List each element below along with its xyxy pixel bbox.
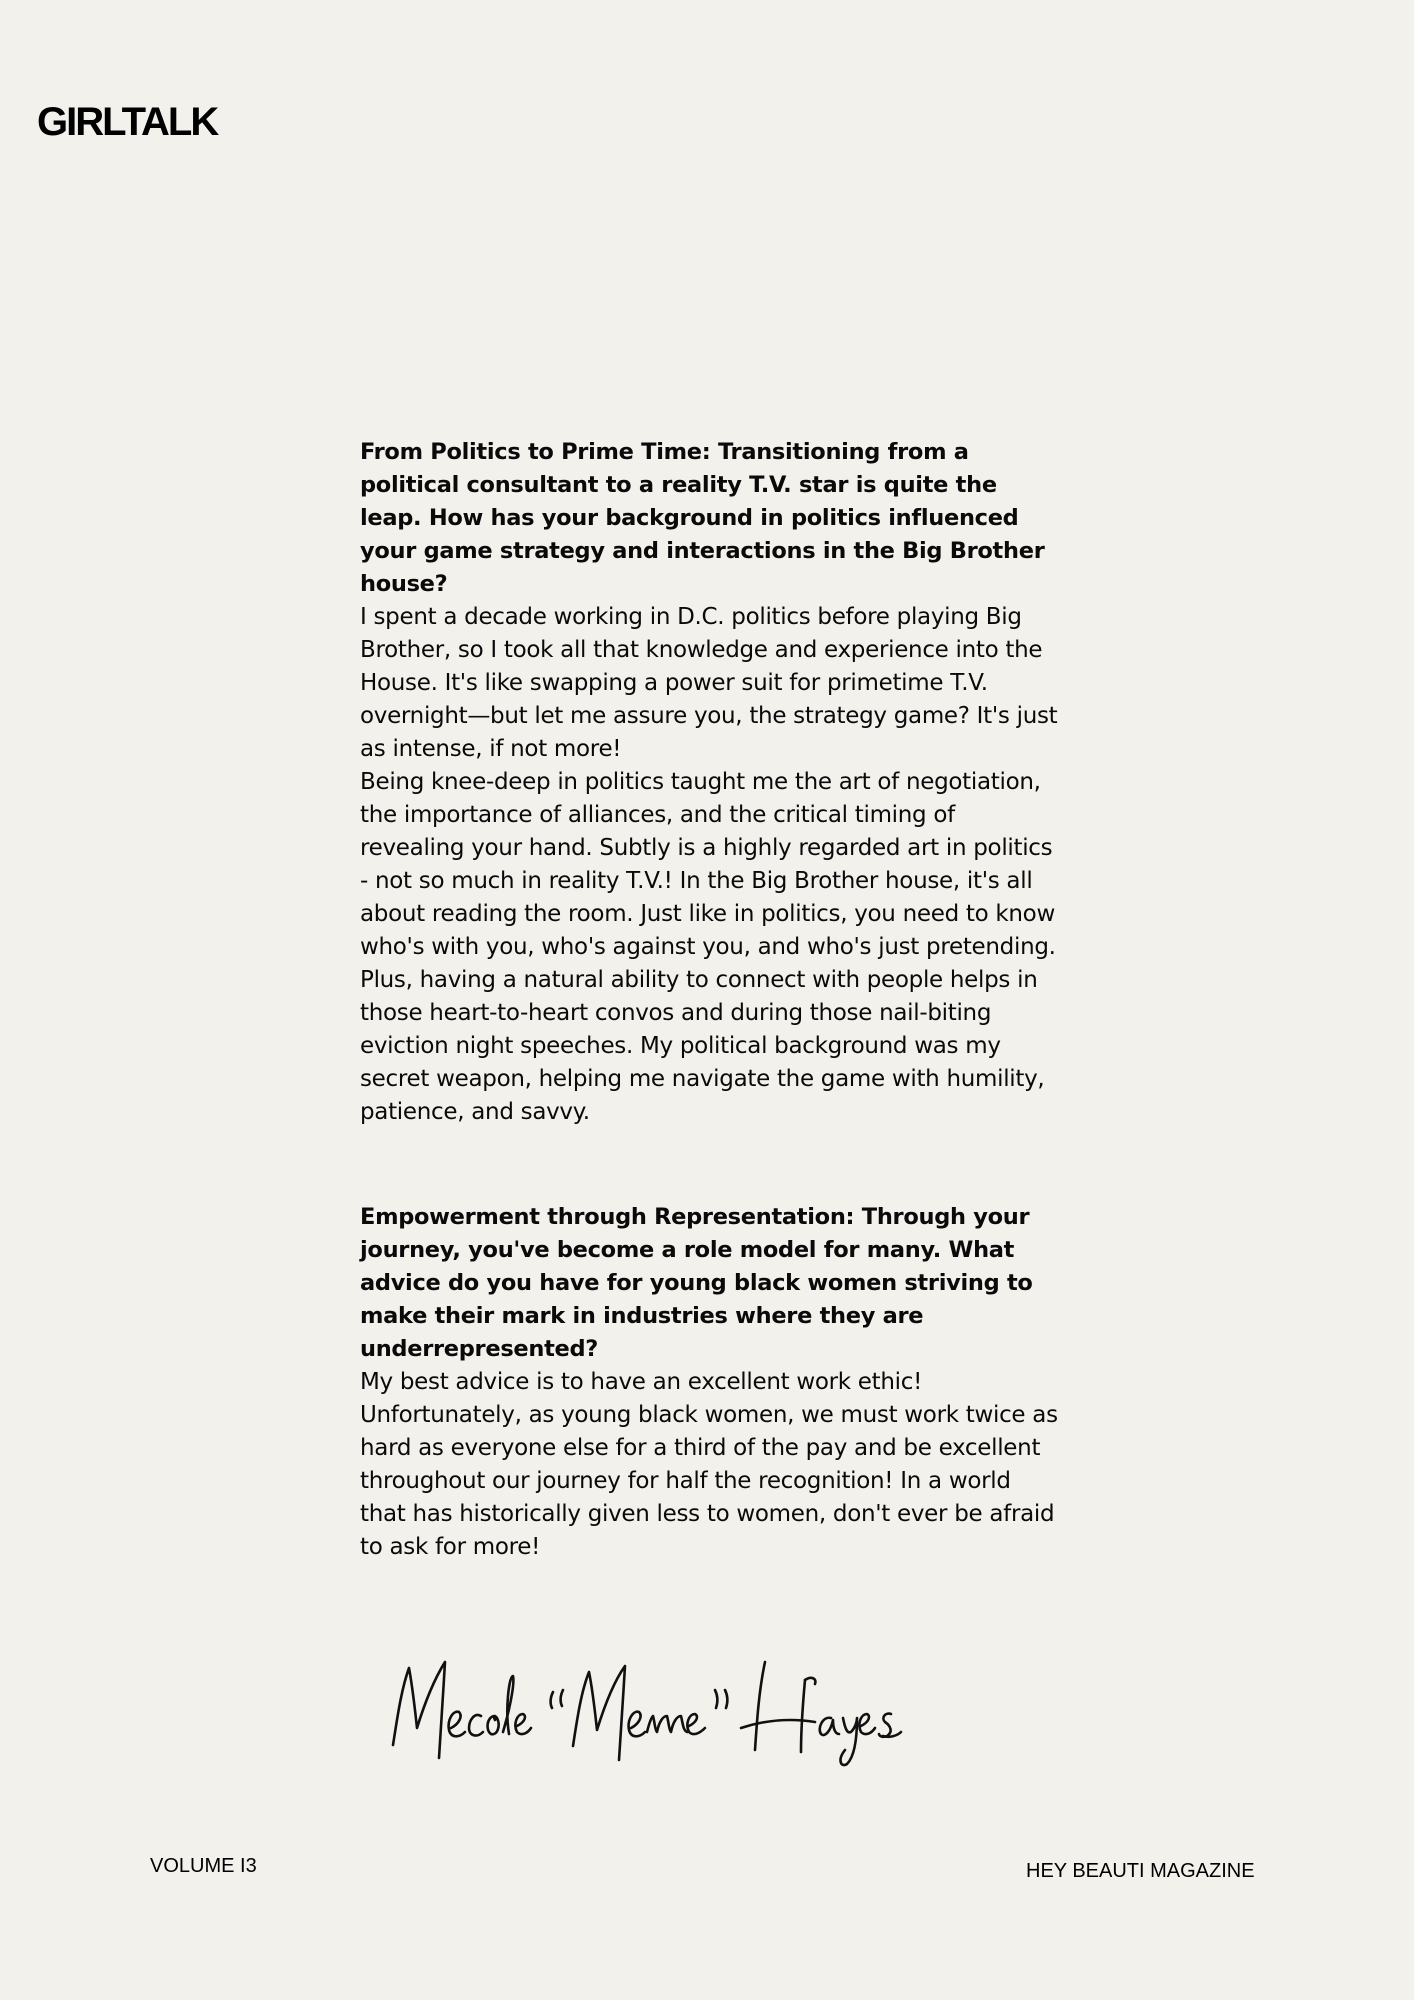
interview-question-1: From Politics to Prime Time: Transitioning from a political consultant to a reality T.V. star is quite the leap. How has your background in politics influenced your game strategy and interactions in the Big Brother house? (360, 439, 1045, 597)
interview-question-2: Empowerment through Representation: Through your journey, you've become a role model for many. What advice do you have for young black women striving to make their mark in industries where they are underrepresented? (360, 1204, 1033, 1362)
footer-volume: VOLUME I3 (150, 1855, 257, 1877)
interview-answer-2-paragraph-1: My best advice is to have an excellent work ethic! Unfortunately, as young black women, we must work twice as hard as everyone else for a third of the pay and be excellent throughout our journey for half the recognition! In a world that has historically given less to women, don't ever be afraid to ask for more! (360, 1369, 1058, 1560)
section-label: GIRLTALK (37, 100, 218, 144)
interview-block-1 (360, 436, 1060, 1129)
interview-answer-1-paragraph-2: Being knee-deep in politics taught me the art of negotiation, the importance of alliances, and the critical timing of revealing your hand. Subtly is a highly regarded art in politics - not so much in reality T.V.! In the Big Brother house, it's all about reading the room. Just like in politics, you need to know who's with you, who's against you, and who's just pretending. Plus, having a natural ability to connect with people helps in those heart-to-heart convos and during those nail-biting eviction night speeches. My political background was my secret weapon, helping me navigate the game with humility, patience, and savvy. (360, 769, 1056, 1125)
interview-answer-1-paragraph-1: I spent a decade working in D.C. politics before playing Big Brother, so I took all that knowledge and experience into the House. It's like swapping a power suit for primetime T.V. overnight—but let me assure you, the strategy game? It's just as intense, if not more! (360, 604, 1058, 762)
footer-magazine-name: HEY BEAUTI MAGAZINE (1026, 1860, 1255, 1882)
interview-block-2 (360, 1201, 1060, 1564)
handwritten-signature (385, 1640, 905, 1770)
